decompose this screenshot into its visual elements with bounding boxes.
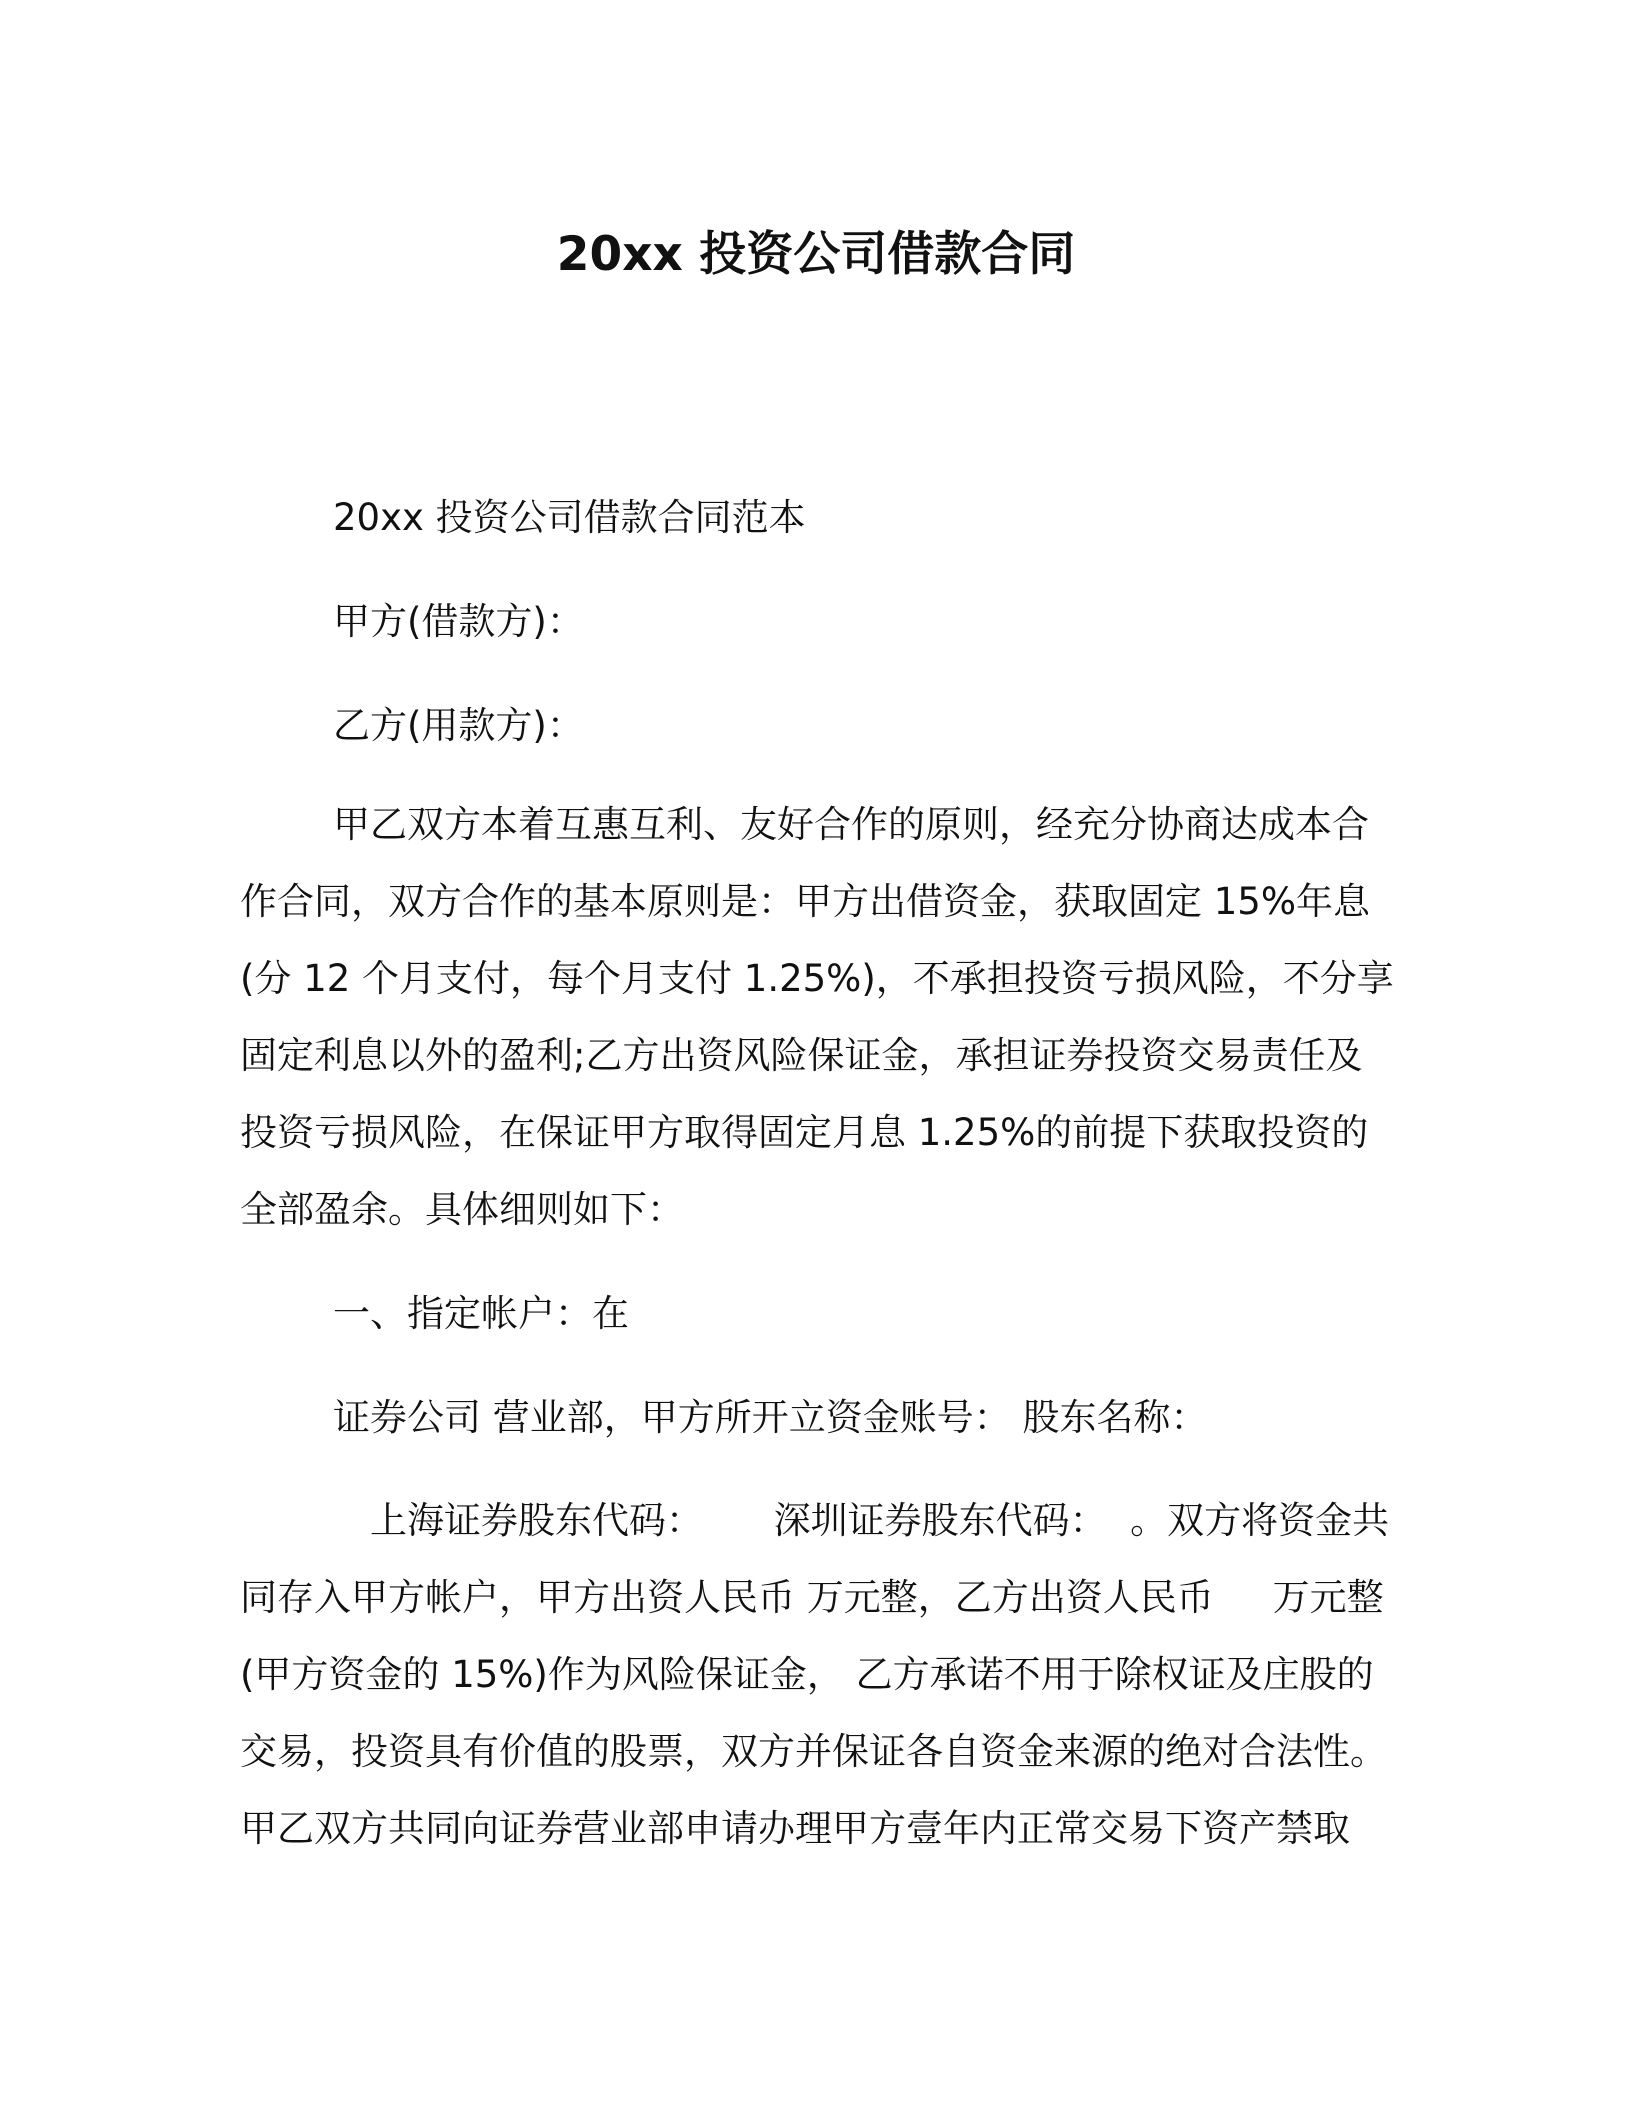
intro-line: 投资亏损风险，在保证甲方取得固定月息 1.25%的前提下获取投资的 [240,1111,1369,1154]
document-subtitle: 20xx 投资公司借款合同范本 [333,496,806,539]
intro-line: (分 12 个月支付，每个月支付 1.25%)，不承担投资亏损风险，不分享 [240,957,1394,1000]
intro-line: 固定利息以外的盈利;乙方出资风险保证金，承担证券投资交易责任及 [240,1034,1363,1077]
account-line: 证券公司 营业部，甲方所开立资金账号： 股东名称： [333,1396,1208,1439]
clause-line: 甲乙双方共同向证券营业部申请办理甲方壹年内正常交易下资产禁取 [240,1807,1350,1850]
section-1-heading: 一、指定帐户：在 [333,1292,629,1335]
intro-line: 作合同，双方合作的基本原则是：甲方出借资金，获取固定 15%年息 [240,880,1370,923]
party-b-label: 乙方(用款方)： [333,704,584,747]
party-a-label: 甲方(借款方)： [333,600,584,643]
clause-line: 同存入甲方帐户，甲方出资人民币 万元整，乙方出资人民币 万元整 [240,1576,1384,1619]
intro-line: 甲乙双方本着互惠互利、友好合作的原则，经充分协商达成本合 [333,803,1369,846]
document-title: 20xx 投资公司借款合同 [556,227,1076,282]
intro-line: 全部盈余。具体细则如下： [240,1188,684,1231]
clause-line: 上海证券股东代码： 深圳证券股东代码： 。双方将资金共 [370,1499,1390,1542]
clause-line: (甲方资金的 15%)作为风险保证金， 乙方承诺不用于除权证及庄股的 [240,1653,1374,1696]
clause-line: 交易，投资具有价值的股票，双方并保证各自资金来源的绝对合法性。 [240,1730,1387,1773]
